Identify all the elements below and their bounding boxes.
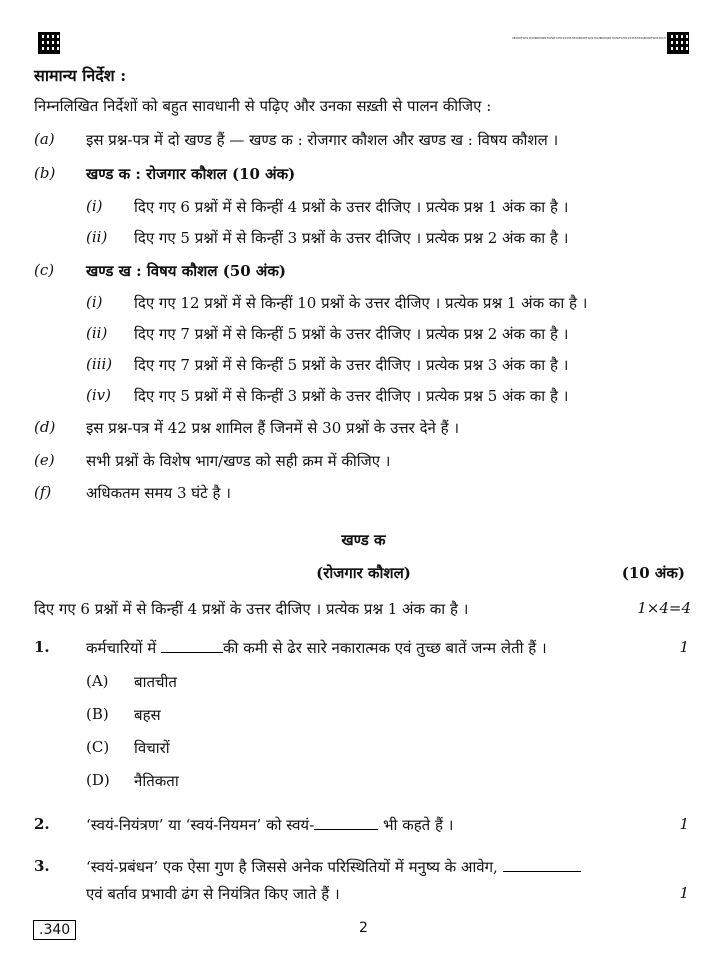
question-1-text xyxy=(86,638,547,658)
instruction-c-i-label: (i) xyxy=(86,293,103,311)
instruction-c-iii-text: दिए गए 7 प्रश्नों में से किन्हीं 5 प्रश्नों के उत्तर दीजिए । प्रत्येक प्रश्न 3 अंक का है । xyxy=(134,356,569,374)
question-2-marks: 1 xyxy=(679,815,689,833)
question-2-text xyxy=(86,815,453,835)
instruction-b-ii-text: दिए गए 5 प्रश्नों में से किन्हीं 3 प्रश्नों के उत्तर दीजिए । प्रत्येक प्रश्न 2 अंक का है । xyxy=(134,229,569,247)
instructions-intro: निम्नलिखित निर्देशों को बहुत सावधानी से पढ़िए और उनका सख़्ती से पालन कीजिए : xyxy=(34,97,492,115)
instruction-c-iii-label: (iii) xyxy=(86,355,113,373)
section-instruction: दिए गए 6 प्रश्नों में से किन्हीं 4 प्रश्नों के उत्तर दीजिए । प्रत्येक प्रश्न 1 अंक का है । xyxy=(34,600,469,618)
instruction-c-heading: खण्ड ख : विषय कौशल (50 अंक) xyxy=(86,262,286,280)
instruction-f-label: (f) xyxy=(34,483,52,501)
instruction-b-i-label: (i) xyxy=(86,197,103,215)
question-2-number: 2. xyxy=(34,815,50,833)
question-2-text-before: ‘स्वयं-नियंत्रण’ या ‘स्वयं-नियमन’ को स्वयं- xyxy=(86,816,315,834)
instruction-b-label: (b) xyxy=(34,164,56,182)
question-3-number: 3. xyxy=(34,857,50,875)
instruction-b-ii-label: (ii) xyxy=(86,228,108,246)
option-d-text: नैतिकता xyxy=(134,772,179,790)
question-1-text-before: कर्मचारियों में xyxy=(86,639,157,657)
instruction-d-label: (d) xyxy=(34,418,56,436)
section-title: खण्ड क xyxy=(341,531,386,549)
page-number: 2 xyxy=(359,920,368,936)
instruction-c-label: (c) xyxy=(34,261,55,279)
section-marks-formula: 1×4=4 xyxy=(637,599,691,617)
paper-code: .340 xyxy=(33,920,76,940)
option-a-label: (A) xyxy=(86,672,109,690)
instruction-e-text: सभी प्रश्नों के विशेष भाग/खण्ड को सही क्रम में कीजिए । xyxy=(86,452,391,470)
question-2-blank xyxy=(314,815,378,830)
option-c-label: (C) xyxy=(86,738,110,756)
question-1-text-after: की कमी से ढेर सारे नकारात्मक एवं तुच्छ बातें जन्म लेती हैं । xyxy=(223,639,547,657)
section-subtitle: (रोजगार कौशल) xyxy=(316,564,411,582)
option-c-text: विचारों xyxy=(134,739,170,757)
instruction-c-ii-label: (ii) xyxy=(86,324,108,342)
instruction-b-i-text: दिए गए 6 प्रश्नों में से किन्हीं 4 प्रश्नों के उत्तर दीजिए । प्रत्येक प्रश्न 1 अंक का है । xyxy=(134,198,569,216)
question-3-line2: एवं बर्ताव प्रभावी ढंग से नियंत्रित किए जाते हैं । xyxy=(86,885,340,903)
instruction-a-text: इस प्रश्न-पत्र में दो खण्ड हैं — खण्ड क : रोजगार कौशल और खण्ड ख : विषय कौशल । xyxy=(86,131,559,149)
instruction-c-ii-text: दिए गए 7 प्रश्नों में से किन्हीं 5 प्रश्नों के उत्तर दीजिए । प्रत्येक प्रश्न 2 अंक का है । xyxy=(134,325,569,343)
option-b-text: बहस xyxy=(134,706,161,724)
instruction-c-iv-label: (iv) xyxy=(86,386,111,404)
header-code-text: ABCDEFGHIJKLMNOPQRSTUVWXYZ0123456789ABCDEFGHIJKLMNOPQRSTUVWXYZ0123456789ABCDEFGHIJKLM xyxy=(512,36,666,40)
qr-code-left-icon xyxy=(38,32,60,54)
option-d-label: (D) xyxy=(86,771,110,789)
instruction-d-text: इस प्रश्न-पत्र में 42 प्रश्न शामिल हैं जिनमें से 30 प्रश्नों के उत्तर देने हैं । xyxy=(86,419,460,437)
instruction-e-label: (e) xyxy=(34,451,55,469)
instruction-b-heading: खण्ड क : रोजगार कौशल (10 अंक) xyxy=(86,165,296,183)
question-3-line1 xyxy=(86,857,581,877)
option-b-label: (B) xyxy=(86,705,109,723)
instruction-a-label: (a) xyxy=(34,130,55,148)
instruction-c-i-text: दिए गए 12 प्रश्नों में से किन्हीं 10 प्रश्नों के उत्तर दीजिए । प्रत्येक प्रश्न 1 अंक का है । xyxy=(134,294,588,312)
section-marks: (10 अंक) xyxy=(621,564,685,582)
question-3-line1-text: ‘स्वयं-प्रबंधन’ एक ऐसा गुण है जिससे अनेक परिस्थितियों में मनुष्य के आवेग, xyxy=(86,858,498,876)
question-2-text-after: भी कहते हैं । xyxy=(383,816,454,834)
instruction-f-text: अधिकतम समय 3 घंटे है । xyxy=(86,484,231,502)
option-a-text: बातचीत xyxy=(134,673,177,691)
question-3-blank xyxy=(503,857,581,872)
question-3-marks: 1 xyxy=(679,884,689,902)
instructions-title: सामान्य निर्देश : xyxy=(34,66,127,85)
question-1-blank xyxy=(161,638,223,653)
qr-code-right-icon xyxy=(667,32,689,54)
question-1-number: 1. xyxy=(34,638,50,656)
instruction-c-iv-text: दिए गए 5 प्रश्नों में से किन्हीं 3 प्रश्नों के उत्तर दीजिए । प्रत्येक प्रश्न 5 अंक का है । xyxy=(134,387,569,405)
question-1-marks: 1 xyxy=(679,638,689,656)
